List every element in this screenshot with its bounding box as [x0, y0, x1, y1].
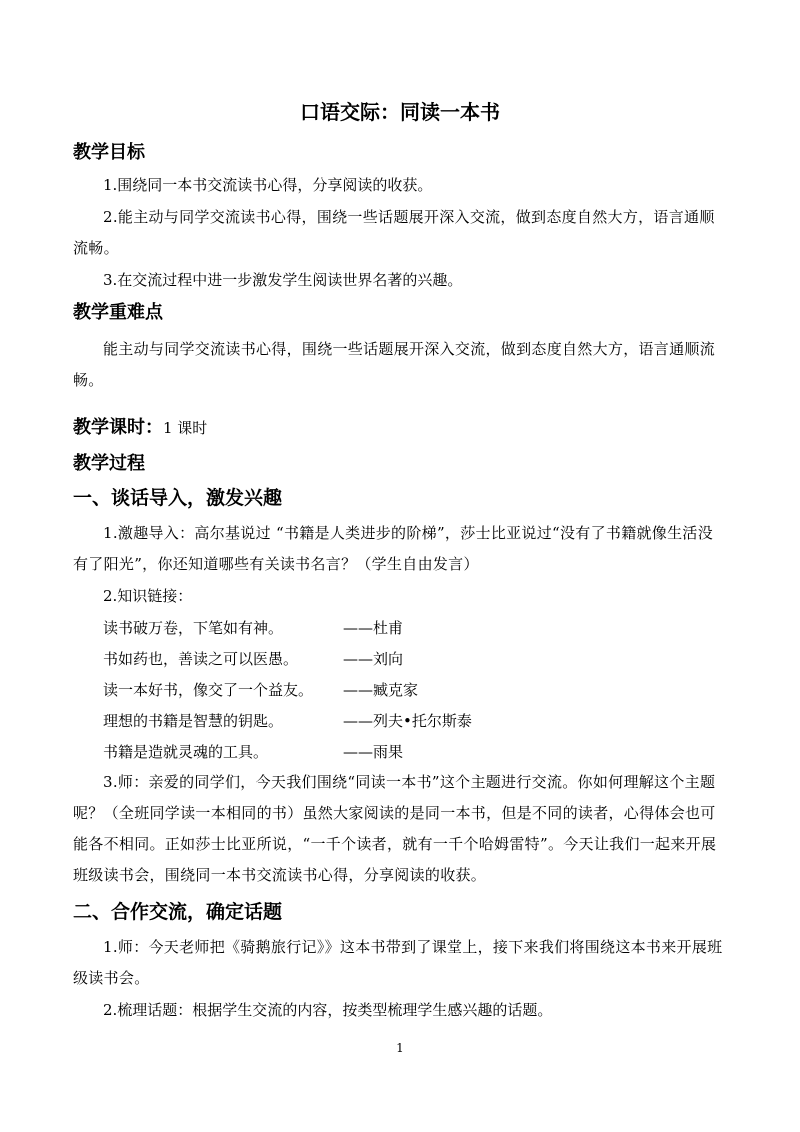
quote-author: ——杜甫	[343, 619, 404, 637]
section1-discussion: 3.师：亲爱的同学们，今天我们围绕“同读一本书”这个主题进行交流。你如何理解这个主题呢？（全班同学读一本相同的书）虽然大家阅读的是同一本书，但是不同的读者，心得体会也可能各不相同。正如莎士比亚所说，“一千个读者，就有一千个哈姆雷特”。今天让我们一起来开展班级读书会，围绕同一本书交流读书心得，分享阅读的收获。	[73, 773, 717, 884]
quote-row	[103, 706, 472, 737]
quote-text: 书籍是造就灵魂的工具。	[103, 743, 269, 761]
quote-author: ——臧克家	[343, 681, 419, 699]
section2-topics: 2.梳理话题：根据学生交流的内容，按类型梳理学生感兴趣的话题。	[103, 1001, 553, 1019]
class-hours-label: 教学课时：	[73, 417, 163, 438]
objective-item-1: 1.围绕同一本书交流读书心得，分享阅读的收获。	[103, 176, 433, 194]
quote-row	[103, 613, 403, 644]
quote-row	[103, 644, 403, 675]
quote-row	[103, 675, 418, 706]
quote-text: 理想的书籍是智慧的钥匙。	[103, 712, 284, 730]
quote-text: 读一本好书，像交了一个益友。	[103, 681, 314, 699]
objectives-heading: 教学目标	[73, 142, 145, 163]
quote-row	[103, 737, 403, 768]
section2-heading: 二、合作交流，确定话题	[73, 901, 283, 923]
section1-intro: 1.激趣导入：高尔基说过 “书籍是人类进步的阶梯”，莎士比亚说过“没有了书籍就像生活没有了阳光”，你还知道哪些有关读书名言？（学生自由发言）	[73, 524, 713, 573]
quote-text: 书如药也，善读之可以医愚。	[103, 650, 299, 668]
objective-item-3: 3.在交流过程中进一步激发学生阅读世界名著的兴趣。	[103, 271, 463, 289]
key-points-text: 能主动与同学交流读书心得，围绕一些话题展开深入交流，做到态度自然大方，语言通顺流畅。	[73, 340, 716, 389]
page-number: 1	[396, 1041, 404, 1055]
quote-text: 读书破万卷，下笔如有神。	[103, 619, 284, 637]
quote-author: ——雨果	[343, 743, 404, 761]
section2-intro: 1.师：今天老师把《骑鹅旅行记》》这本书带到了课堂上，接下来我们将围绕这本书来开展班级读书会。	[73, 938, 723, 987]
page-title: 口语交际：同读一本书	[300, 100, 500, 124]
key-points-heading: 教学重难点	[73, 302, 163, 323]
section1-heading: 一、谈话导入，激发兴趣	[73, 487, 283, 509]
objective-item-2: 2.能主动与同学交流读书心得，围绕一些话题展开深入交流，做到态度自然大方，语言通顺流畅。	[73, 208, 715, 257]
class-hours-value: 1 课时	[163, 419, 208, 437]
quote-author: ——刘向	[343, 650, 404, 668]
class-hours	[73, 415, 207, 441]
quote-author: ——列夫•托尔斯泰	[343, 712, 472, 730]
process-heading: 教学过程	[73, 453, 145, 474]
knowledge-link-label: 2.知识链接：	[103, 587, 193, 605]
